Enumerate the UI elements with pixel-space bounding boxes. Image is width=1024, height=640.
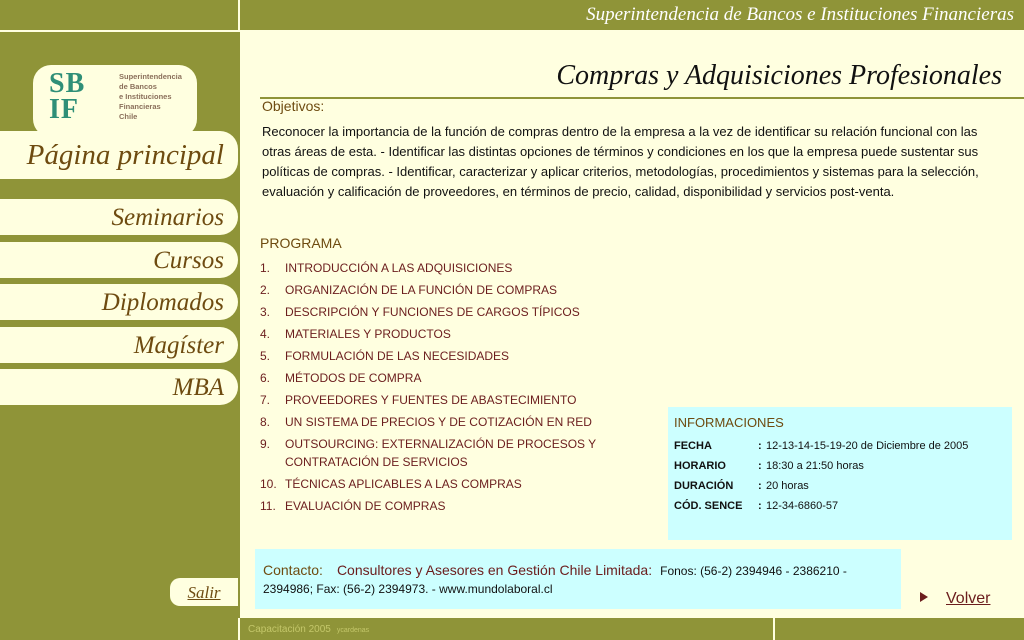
program-item-text: UN SISTEMA DE PRECIOS Y DE COTIZACIÓN EN RED (285, 415, 592, 429)
nav-cursos[interactable]: Cursos (0, 242, 238, 278)
objectives-label: Objetivos: (262, 98, 325, 114)
info-colon: : (758, 500, 762, 512)
info-colon: : (758, 440, 762, 452)
program-item (260, 475, 660, 493)
program-item-text: EVALUACIÓN DE COMPRAS (285, 499, 446, 513)
bottom-bar-divider (773, 618, 775, 640)
logo-text-line: e Instituciones (119, 92, 172, 101)
logo-mark-line1: SB (49, 68, 86, 99)
logo-mark-line2: IF (49, 94, 79, 125)
info-value: 18:30 a 21:50 horas (766, 460, 864, 472)
sidebar (0, 32, 240, 618)
program-item-number: 8. (260, 415, 271, 429)
info-row-sence-code (674, 496, 1006, 516)
program-item-text: ORGANIZACIÓN DE LA FUNCIÓN DE COMPRAS (285, 283, 558, 297)
info-row-duration (674, 476, 1006, 496)
logo-text-line: Superintendencia (119, 72, 182, 81)
logo-text-line: de Bancos (119, 82, 157, 91)
program-item-text: INTRODUCCIÓN A LAS ADQUISICIONES (285, 261, 513, 275)
contact-details: Fonos: (56-2) 2394946 - 2386210 - 2394986; Fax: (56-2) 2394973. - www.mundolaboral.cl (263, 564, 847, 596)
program-item-number: 1. (260, 261, 271, 275)
contact-label: Contacto: (263, 562, 323, 578)
objectives-text: Reconocer la importancia de la función de compras dentro de la empresa a la vez de identificar su relación funcional con las otras áreas de esta. - Identificar las distintas opciones de términos y condiciones en los que la empresa puede sustentar sus políticas de compras. - Identificar, caracterizar y aplicar criterios, metodologías, procedimientos y sistemas para la selección, evaluación y calificación de proveedores, en términos de precio, calidad, disponibilidad y servicios post-venta. (262, 124, 979, 199)
program-item (260, 325, 660, 343)
info-colon: : (758, 480, 762, 492)
program-item-number: 6. (260, 371, 271, 385)
info-value: 12-13-14-15-19-20 de Diciembre de 2005 (766, 440, 969, 452)
top-bar (0, 0, 1024, 30)
program-item (260, 303, 660, 321)
program-item-number: 10. (260, 477, 277, 491)
footer-text (248, 624, 369, 635)
program-item-number: 2. (260, 283, 271, 297)
bottom-bar (0, 618, 1024, 640)
program-item (260, 413, 660, 431)
nav-seminarios[interactable]: Seminarios (0, 199, 238, 235)
program-item (260, 435, 660, 471)
program-item-text: TÉCNICAS APLICABLES A LAS COMPRAS (285, 477, 522, 491)
program-item (260, 347, 660, 365)
nav-home[interactable]: Página principal (0, 131, 238, 179)
info-key: DURACIÓN (674, 480, 734, 492)
program-item (260, 281, 660, 299)
site-title: Superintendencia de Bancos e Instituciones Financieras (586, 4, 1014, 25)
program-item-number: 4. (260, 327, 271, 341)
exit-link[interactable]: Salir (170, 578, 238, 606)
program-item-text: PROVEEDORES Y FUENTES DE ABASTECIMIENTO (285, 393, 577, 407)
arrow-right-icon (920, 592, 928, 602)
footer-label: Capacitación 2005 (248, 624, 331, 635)
nav-mba[interactable]: MBA (0, 369, 238, 405)
program-item-number: 5. (260, 349, 271, 363)
logo-text (119, 72, 182, 122)
info-row-schedule (674, 456, 1006, 476)
logo-text-line: Chile (119, 112, 138, 121)
bottom-bar-divider (238, 618, 240, 640)
program-item (260, 369, 660, 387)
info-value: 12-34-6860-57 (766, 500, 839, 512)
title-divider (260, 97, 1024, 99)
back-link[interactable] (920, 590, 990, 608)
contact-company: Consultores y Asesores en Gestión Chile Limitada: (336, 562, 653, 578)
info-key: FECHA (674, 440, 712, 452)
footer-author: ycardenas (336, 627, 370, 634)
top-bar-divider (238, 0, 240, 30)
program-item (260, 391, 660, 409)
info-box (668, 407, 1012, 540)
program-list (260, 259, 660, 519)
program-item-text: OUTSOURCING: EXTERNALIZACIÓN DE PROCESOS Y CONTRATACIÓN DE SERVICIOS (285, 437, 596, 469)
page-title: Compras y Adquisiciones Profesionales (556, 60, 1002, 91)
program-item-text: DESCRIPCIÓN Y FUNCIONES DE CARGOS TÍPICOS (285, 305, 580, 319)
program-item-text: FORMULACIÓN DE LAS NECESIDADES (285, 349, 510, 363)
info-key: HORARIO (674, 460, 726, 472)
back-link-label: Volver (946, 590, 991, 607)
info-title: INFORMACIONES (674, 415, 784, 430)
info-row-date (674, 436, 1006, 456)
info-value: 20 horas (766, 480, 809, 492)
sbif-logo (33, 65, 197, 137)
program-label: PROGRAMA (260, 235, 342, 251)
logo-mark (49, 68, 86, 125)
info-colon: : (758, 460, 762, 472)
info-key: CÓD. SENCE (674, 500, 743, 512)
contact-box (255, 549, 901, 609)
program-item-number: 7. (260, 393, 271, 407)
logo-text-line: Financieras (119, 102, 161, 111)
nav-diplomados[interactable]: Diplomados (0, 284, 238, 320)
program-item-number: 11. (260, 499, 276, 513)
program-item (260, 259, 660, 277)
program-item (260, 497, 660, 515)
program-item-number: 9. (260, 437, 271, 451)
program-item-text: MATERIALES Y PRODUCTOS (285, 327, 451, 341)
program-item-text: MÉTODOS DE COMPRA (285, 371, 422, 385)
nav-magister[interactable]: Magíster (0, 327, 238, 363)
program-item-number: 3. (260, 305, 271, 319)
